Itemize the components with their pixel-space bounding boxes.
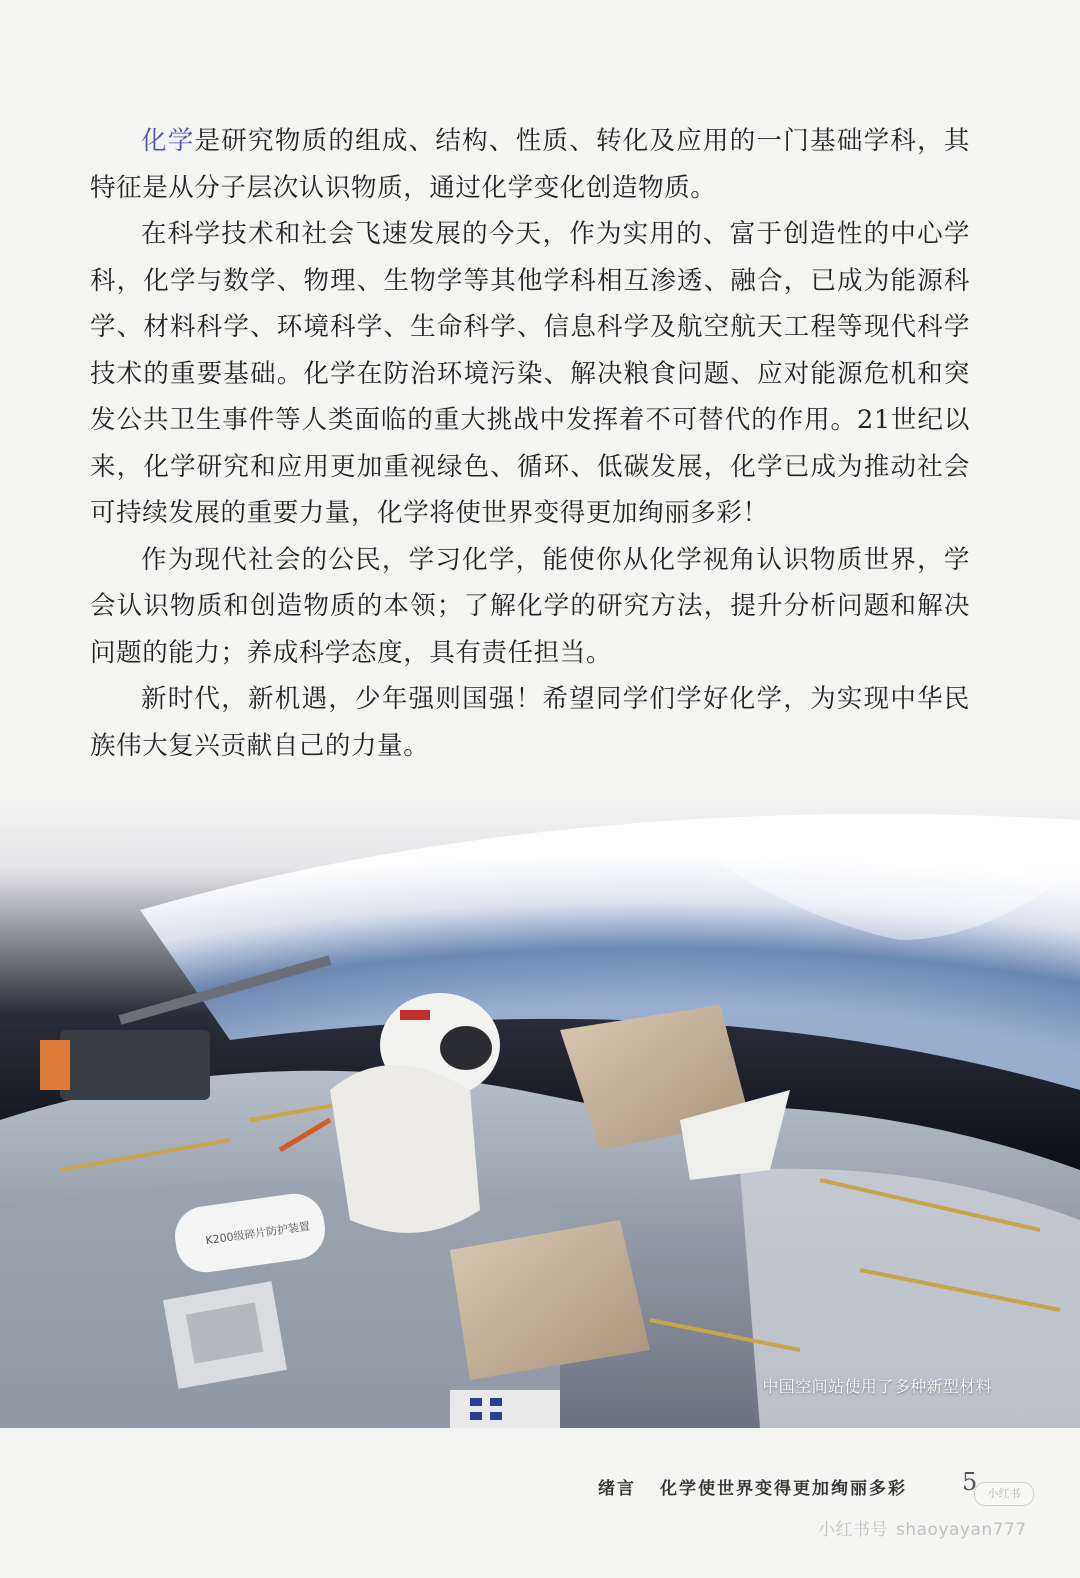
page-number: 5 [962, 1468, 978, 1496]
body-text [90, 118, 970, 769]
paragraph-4: 新时代，新机遇，少年强则国强！希望同学们学好化学，为实现中华民族伟大复兴贡献自己的力量。 [90, 684, 970, 761]
page-footer [0, 1466, 1080, 1506]
paragraph-1 [90, 118, 970, 211]
watermark-handle: shaoyayan777 [896, 1520, 1027, 1540]
key-term: 化学 [141, 126, 195, 156]
paragraph-2: 在科学技术和社会飞速发展的今天，作为实用的、富于创造性的中心学科，化学与数学、物理、生物学等其他学科相互渗透、融合，已成为能源科学、材料科学、环境科学、生命科学、信息科学及航空航天工程等现代科学技术的重要基础。化学在防治环境污染、解决粮食问题、应对能源危机和突发公共卫生事件等人类面临的重大挑战中发挥着不可替代的作用。21世纪以来，化学研究和应用更加重视绿色、循环、低碳发展，化学已成为推动社会可持续发展的重要力量，化学将使世界变得更加绚丽多彩！ [90, 219, 970, 528]
paragraph-3: 作为现代社会的公民，学习化学，能使你从化学视角认识物质世界，学会认识物质和创造物质的本领；了解化学的研究方法，提升分析问题和解决问题的能力；养成科学态度，具有责任担当。 [90, 544, 970, 668]
space-station-illustration [0, 790, 1080, 1428]
watermark [818, 1515, 1027, 1540]
paragraph-1-text: 是研究物质的组成、结构、性质、转化及应用的一门基础学科，其特征是从分子层次认识物质，通过化学变化创造物质。 [90, 126, 970, 203]
space-station-photo [0, 790, 1080, 1428]
debris-shield-label: K200级碎片防护装置 [204, 1219, 311, 1248]
footer-section: 绪言 [598, 1479, 636, 1499]
watermark-platform: 小红书号 [818, 1520, 888, 1540]
watermark-badge: 小红书 [974, 1482, 1034, 1506]
figure-caption: 中国空间站使用了多种新型材料 [762, 1377, 992, 1396]
footer-title: 化学使世界变得更加绚丽多彩 [660, 1479, 907, 1499]
flag-module [450, 1390, 560, 1428]
equipment-box [163, 1281, 287, 1389]
